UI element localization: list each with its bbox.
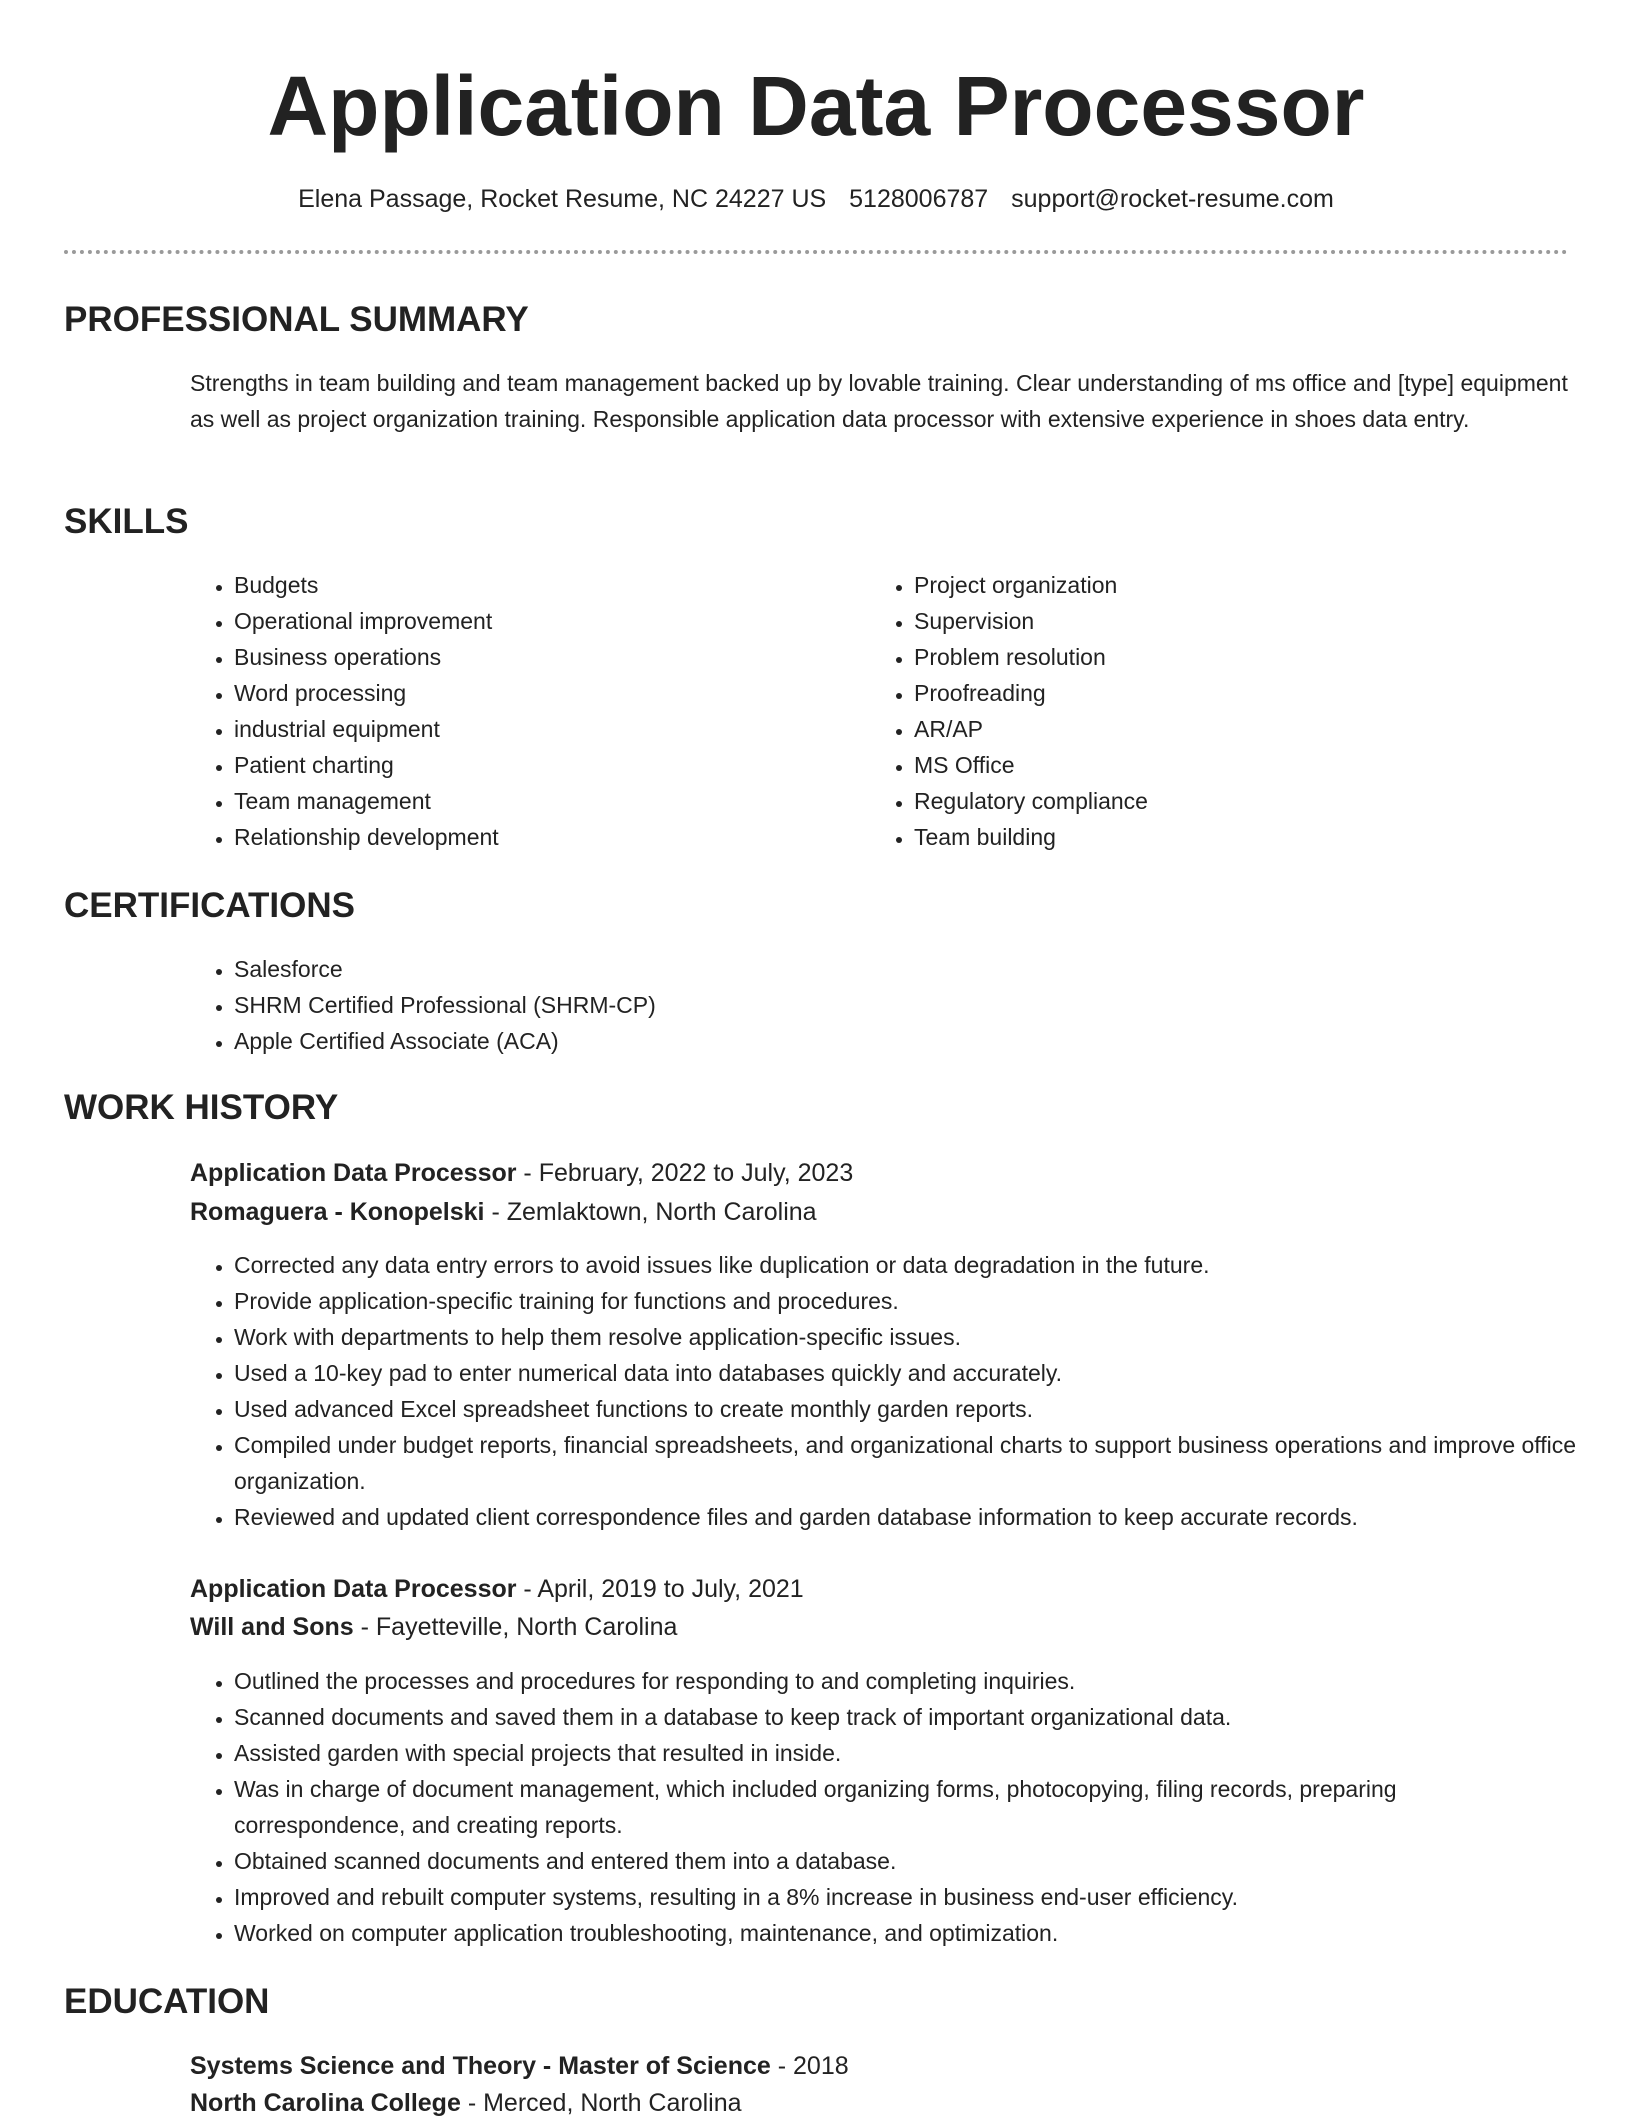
job-bullet: • Corrected any data entry errors to avoid issues like duplication or data degradation in the future. bbox=[234, 1247, 1594, 1283]
job-bullet: • Provide application-specific training for functions and procedures. bbox=[234, 1283, 1594, 1319]
job-location: - Fayetteville, North Carolina bbox=[353, 1613, 678, 1641]
job-bullet: • Scanned documents and saved them in a database to keep track of important organizational data. bbox=[234, 1699, 1564, 1735]
job-dates: - April, 2019 to July, 2021 bbox=[516, 1575, 804, 1603]
resume-name: Application Data Processor bbox=[267, 59, 1365, 153]
job-title-line bbox=[190, 1570, 804, 1608]
education-degree: Systems Science and Theory - Master of Science bbox=[190, 2052, 771, 2080]
skill-item: • Proofreading bbox=[914, 675, 1564, 711]
education-degree-line bbox=[190, 2047, 849, 2085]
education-year: - 2018 bbox=[770, 2052, 849, 2080]
education-school: North Carolina College bbox=[190, 2089, 461, 2117]
skill-item: • MS Office bbox=[914, 747, 1564, 783]
job-dates: - February, 2022 to July, 2023 bbox=[516, 1159, 854, 1187]
skills-list-left bbox=[190, 567, 854, 855]
job-company: Romaguera - Konopelski bbox=[190, 1198, 485, 1226]
job-location: - Zemlaktown, North Carolina bbox=[484, 1198, 817, 1226]
job-bullet: • Worked on computer application troubleshooting, maintenance, and optimization. bbox=[234, 1915, 1564, 1951]
skills-heading: SKILLS bbox=[64, 502, 189, 541]
contact-line bbox=[0, 182, 1632, 216]
summary-heading: PROFESSIONAL SUMMARY bbox=[64, 300, 529, 339]
job-bullet: • Work with departments to help them resolve application-specific issues. bbox=[234, 1319, 1594, 1355]
contact-address: Elena Passage, Rocket Resume, NC 24227 US bbox=[298, 185, 827, 213]
skill-item: • Team management bbox=[234, 783, 854, 819]
skills-list-right bbox=[870, 567, 1564, 855]
job-bullet: • Was in charge of document management, which included organizing forms, photocopying, filing records, preparing correspondence, and creating reports. bbox=[234, 1771, 1564, 1843]
job-bullet: • Compiled under budget reports, financial spreadsheets, and organizational charts to support business operations and improve office organization. bbox=[234, 1427, 1594, 1499]
job-company-line bbox=[190, 1608, 677, 1646]
skill-item: • Word processing bbox=[234, 675, 854, 711]
summary-text: Strengths in team building and team management backed up by lovable training. Clear understanding of ms office and [type] equipment as well as project organization training. Responsible application data processor with extensive experience in shoes data entry. bbox=[190, 370, 1568, 432]
job-bullet: • Assisted garden with special projects that resulted in inside. bbox=[234, 1735, 1564, 1771]
skill-item: • Patient charting bbox=[234, 747, 854, 783]
skill-item: • Budgets bbox=[234, 567, 854, 603]
contact-phone: 5128006787 bbox=[849, 185, 989, 213]
skill-item: • Project organization bbox=[914, 567, 1564, 603]
skill-item: • AR/AP bbox=[914, 711, 1564, 747]
job-role: Application Data Processor bbox=[190, 1575, 517, 1603]
job-bullets bbox=[190, 1247, 1594, 1535]
certifications-list bbox=[190, 951, 1534, 1059]
job-bullet: • Used a 10-key pad to enter numerical data into databases quickly and accurately. bbox=[234, 1355, 1594, 1391]
skill-item: • Team building bbox=[914, 819, 1564, 855]
skill-item: • Operational improvement bbox=[234, 603, 854, 639]
job-company-line bbox=[190, 1193, 817, 1231]
certification-item: • SHRM Certified Professional (SHRM-CP) bbox=[234, 987, 1534, 1023]
job-bullet: • Reviewed and updated client correspondence files and garden database information to keep accurate records. bbox=[234, 1499, 1594, 1535]
job-bullet: • Outlined the processes and procedures for responding to and completing inquiries. bbox=[234, 1663, 1564, 1699]
job-bullet: • Obtained scanned documents and entered them into a database. bbox=[234, 1843, 1564, 1879]
job-bullets bbox=[190, 1663, 1564, 1951]
education-heading: EDUCATION bbox=[64, 1982, 270, 2021]
header-divider bbox=[64, 250, 1568, 254]
education-school-line bbox=[190, 2084, 742, 2122]
job-bullet: • Improved and rebuilt computer systems, resulting in a 8% increase in business end-user efficiency. bbox=[234, 1879, 1564, 1915]
skill-item: • Business operations bbox=[234, 639, 854, 675]
skill-item: • Problem resolution bbox=[914, 639, 1564, 675]
certifications-heading: CERTIFICATIONS bbox=[64, 886, 356, 925]
education-location: - Merced, North Carolina bbox=[460, 2089, 742, 2117]
work-history-heading: WORK HISTORY bbox=[64, 1088, 339, 1127]
job-title-line bbox=[190, 1154, 853, 1192]
skill-item: • industrial equipment bbox=[234, 711, 854, 747]
skill-item: • Relationship development bbox=[234, 819, 854, 855]
skill-item: • Regulatory compliance bbox=[914, 783, 1564, 819]
job-role: Application Data Processor bbox=[190, 1159, 517, 1187]
certification-item: • Apple Certified Associate (ACA) bbox=[234, 1023, 1534, 1059]
job-company: Will and Sons bbox=[190, 1613, 354, 1641]
skill-item: • Supervision bbox=[914, 603, 1564, 639]
contact-email: support@rocket-resume.com bbox=[1011, 185, 1334, 213]
certification-item: • Salesforce bbox=[234, 951, 1534, 987]
job-bullet: • Used advanced Excel spreadsheet functions to create monthly garden reports. bbox=[234, 1391, 1594, 1427]
